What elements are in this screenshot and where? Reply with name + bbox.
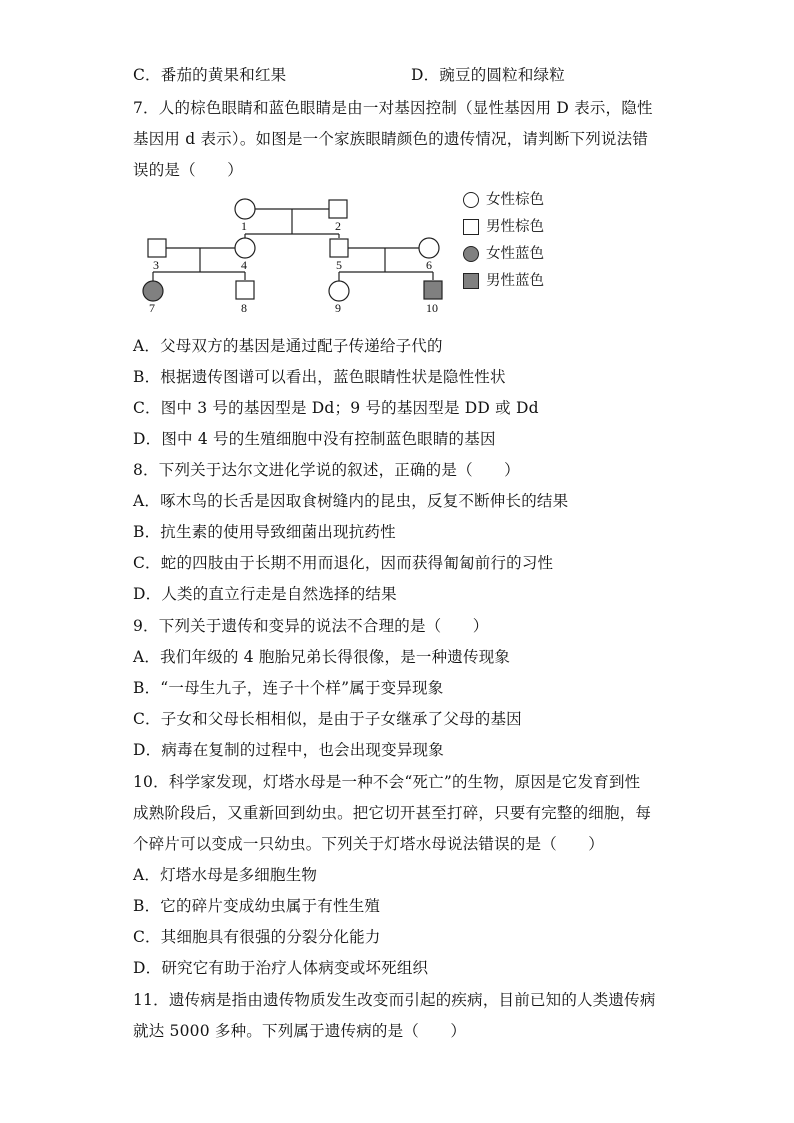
legend-circle-filled-icon [463, 246, 479, 262]
q8-option-b: B．抗生素的使用导致细菌出现抗药性 [133, 523, 396, 541]
legend-square-open-icon [463, 219, 479, 235]
legend-label: 男性棕色 [486, 219, 544, 235]
q10-option-c: C．其细胞具有很强的分裂分化能力 [133, 928, 381, 946]
q9-option-b: B．“一母生九子，连子十个样”属于变异现象 [133, 679, 444, 697]
pedigree-label-10: 10 [426, 301, 438, 315]
q7-option-c: C．图中 3 号的基因型是 Dd；9 号的基因型是 DD 或 Dd [133, 399, 539, 417]
pedigree-label-6: 6 [426, 258, 432, 272]
q8-option-d: D．人类的直立行走是自然选择的结果 [133, 585, 397, 603]
pedigree-label-2: 2 [335, 219, 341, 233]
q8-option-a: A．啄木鸟的长舌是因取食树缝内的昆虫，反复不断伸长的结果 [133, 492, 569, 510]
legend-label: 女性棕色 [486, 192, 544, 208]
q11-stem-line-1: 11．遗传病是指由遗传物质发生改变而引起的疾病，目前已知的人类遗传病 [133, 991, 656, 1009]
pedigree-label-1: 1 [241, 219, 247, 233]
q9-option-c: C．子女和父母长相相似，是由于子女继承了父母的基因 [133, 710, 522, 728]
q6-option-d: D．豌豆的圆粒和绿粒 [411, 66, 565, 84]
q10-stem-line-3: 个碎片可以变成一只幼虫。下列关于灯塔水母说法错误的是（ ） [133, 835, 605, 853]
pedigree-individual-10 [424, 281, 442, 299]
pedigree-chart [140, 190, 450, 320]
q7-stem-line-2: 基因用 d 表示）。如图是一个家族眼睛颜色的遗传情况，请判断下列说法错 [133, 130, 649, 148]
q7-option-b: B．根据遗传图谱可以看出，蓝色眼睛性状是隐性性状 [133, 368, 506, 386]
pedigree-label-7: 7 [149, 301, 155, 315]
q7-stem-line-1: 7．人的棕色眼睛和蓝色眼睛是由一对基因控制（显性基因用 D 表示，隐性 [133, 99, 653, 117]
q7-stem-line-3: 误的是（ ） [133, 161, 243, 179]
q10-stem-line-2: 成熟阶段后，又重新回到幼虫。把它切开甚至打碎，只要有完整的细胞，每 [133, 804, 652, 822]
q6-option-c: C．番茄的黄果和红果 [133, 66, 287, 84]
pedigree-individual-9 [329, 281, 349, 301]
pedigree-label-8: 8 [241, 301, 247, 315]
q8-option-c: C．蛇的四肢由于长期不用而退化，因而获得匍匐前行的习性 [133, 554, 554, 572]
pedigree-label-9: 9 [335, 301, 341, 315]
q10-stem-line-1: 10．科学家发现，灯塔水母是一种不会“死亡”的生物，原因是它发育到性 [133, 773, 641, 791]
pedigree-individual-6 [419, 238, 439, 258]
pedigree-individual-1 [235, 199, 255, 219]
pedigree-individual-2 [329, 200, 347, 218]
pedigree-label-4: 4 [241, 258, 247, 272]
q9-stem: 9．下列关于遗传和变异的说法不合理的是（ ） [133, 617, 489, 635]
legend-label: 女性蓝色 [486, 246, 544, 262]
legend-male-blue [460, 271, 580, 293]
q10-option-d: D．研究它有助于治疗人体病变或坏死组织 [133, 959, 429, 977]
q8-stem: 8．下列关于达尔文进化学说的叙述，正确的是（ ） [133, 461, 520, 479]
q10-option-a: A．灯塔水母是多细胞生物 [133, 866, 318, 884]
q11-stem-line-2: 就达 5000 多种。下列属于遗传病的是（ ） [133, 1022, 467, 1040]
q10-option-b: B．它的碎片变成幼虫属于有性生殖 [133, 897, 381, 915]
pedigree-label-5: 5 [336, 258, 342, 272]
pedigree-individual-8 [236, 281, 254, 299]
legend-female-blue [460, 244, 580, 266]
q9-option-a: A．我们年级的 4 胞胎兄弟长得很像，是一种遗传现象 [133, 648, 511, 666]
pedigree-individual-3 [148, 239, 166, 257]
legend-male-brown [460, 217, 580, 239]
q7-option-d: D．图中 4 号的生殖细胞中没有控制蓝色眼睛的基因 [133, 430, 496, 448]
pedigree-individual-7 [143, 281, 163, 301]
pedigree-label-3: 3 [153, 258, 159, 272]
q9-option-d: D．病毒在复制的过程中，也会出现变异现象 [133, 741, 444, 759]
q7-option-a: A．父母双方的基因是通过配子传递给子代的 [133, 337, 443, 355]
legend-female-brown [460, 190, 580, 212]
legend-square-filled-icon [463, 273, 479, 289]
legend-circle-open-icon [463, 192, 479, 208]
legend-label: 男性蓝色 [486, 273, 544, 289]
pedigree-individual-4 [235, 238, 255, 258]
pedigree-individual-5 [330, 239, 348, 257]
